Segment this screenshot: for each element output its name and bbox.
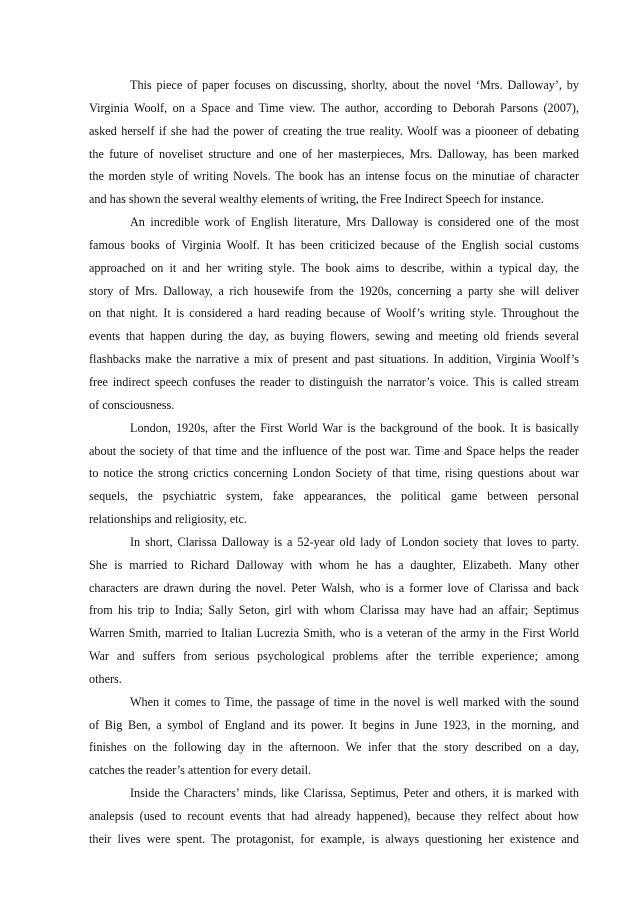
text-line: asked herself if she had the power of creating the true reality. Woolf was a piooneer of debating xyxy=(89,123,579,138)
text-line: of Big Ben, a symbol of England and its power. It begins in June 1923, in the morning, and xyxy=(89,717,579,732)
text-line: Inside the Characters’ minds, like Clarissa, Septimus, Peter and others, it is marked with xyxy=(130,786,579,801)
text-line: story of Mrs. Dalloway, a rich housewife from the 1920s, concerning a party she will deliver xyxy=(89,283,579,298)
text-line: on that night. It is considered a hard reading because of Woolf’s writing style. Throughout the xyxy=(89,306,579,321)
text-line: She is married to Richard Dalloway with whom he has a daughter, Elizabeth. Many other xyxy=(89,557,579,572)
text-line: free indirect speech confuses the reader to distinguish the narrator’s voice. This is called stream xyxy=(89,374,579,389)
text-line: finishes on the following day in the afternoon. We infer that the story described on a day, xyxy=(89,740,579,755)
text-line: sequels, the psychiatric system, fake appearances, the political game between personal xyxy=(89,489,579,504)
text-line: of consciousness. xyxy=(89,397,175,412)
text-line: famous books of Virginia Woolf. It has been criticized because of the English social customs xyxy=(89,237,579,252)
text-line: to notice the strong crictics concerning London Society of that time, rising questions about war xyxy=(89,466,579,481)
paragraph-time xyxy=(89,691,579,782)
text-line: An incredible work of English literature, Mrs Dalloway is considered one of the most xyxy=(130,215,579,230)
text-line: about the society of that time and the influence of the post war. Time and Space helps the reader xyxy=(89,443,579,458)
text-line: their lives were spent. The protagonist, for example, is always questioning her existence and xyxy=(89,831,579,846)
text-line: events that happen during the day, as buying flowers, sewing and meeting old friends several xyxy=(89,329,579,344)
paragraph-characters xyxy=(89,531,579,691)
text-line: Virginia Woolf, on a Space and Time view. The author, according to Deborah Parsons (2007), xyxy=(89,100,579,115)
text-line: Warren Smith, married to Italian Lucrezia Smith, who is a veteran of the army in the First World xyxy=(89,626,579,641)
paragraph-london xyxy=(89,417,579,531)
text-line: relationships and religiosity, etc. xyxy=(89,512,247,527)
paragraph-minds xyxy=(89,782,579,851)
paragraph-introduction xyxy=(89,74,579,211)
paragraph-literature xyxy=(89,211,579,417)
document-page xyxy=(89,74,579,851)
text-line: and has shown the several wealthy elements of writing, the Free Indirect Speech for instance. xyxy=(89,192,544,207)
text-line: approached on it and her writing style. The book aims to describe, within a typical day, the xyxy=(89,260,579,275)
text-line: War and suffers from serious psychological problems after the terrible experience; among xyxy=(89,649,579,664)
text-line: characters are drawn during the novel. Peter Walsh, who is a former love of Clarissa and back xyxy=(89,580,579,595)
text-line: London, 1920s, after the First World War is the background of the book. It is basically xyxy=(130,420,579,435)
text-line: catches the reader’s attention for every detail. xyxy=(89,763,312,778)
text-line: the future of noveliset structure and one of her masterpieces, Mrs. Dalloway, has been marked xyxy=(89,146,579,161)
text-line: the morden style of writing Novels. The book has an intense focus on the minutiae of character xyxy=(89,169,579,184)
text-line: from his trip to India; Sally Seton, girl with whom Clarissa may have had an affair; Septimus xyxy=(89,603,579,618)
text-line: others. xyxy=(89,671,122,686)
text-line: This piece of paper focuses on discussing, shorlty, about the novel ‘Mrs. Dalloway’, by xyxy=(130,78,579,92)
text-line: In short, Clarissa Dalloway is a 52-year old lady of London society that loves to party. xyxy=(130,534,579,549)
text-line: analepsis (used to recount events that had already happened), because they relfect about how xyxy=(89,809,579,823)
text-line: When it comes to Time, the passage of time in the novel is well marked with the sound xyxy=(130,694,579,709)
text-line: flashbacks make the narrative a mix of present and past situations. In addition, Virginia Woolf’s xyxy=(89,352,579,367)
